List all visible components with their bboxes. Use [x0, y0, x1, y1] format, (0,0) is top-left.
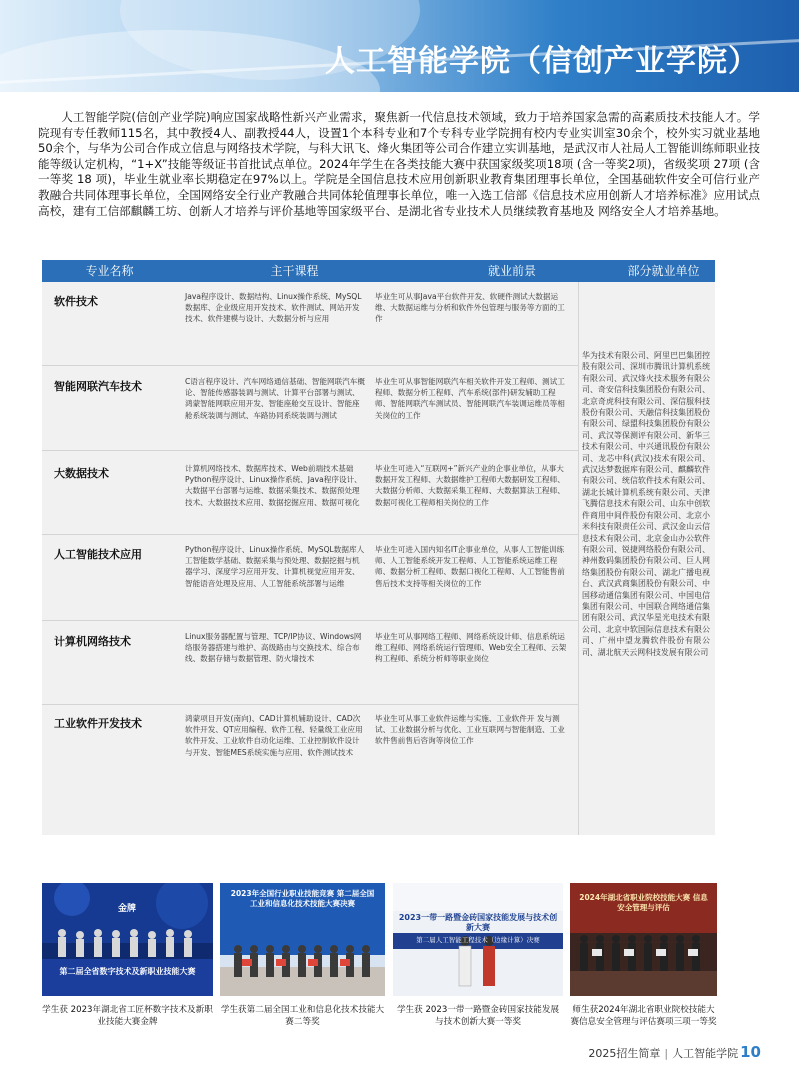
- header-band: [0, 0, 799, 92]
- photo-award-4: [570, 883, 717, 996]
- row-divider: [42, 450, 578, 451]
- footer-brochure-label: 2025招生简章: [588, 1047, 661, 1060]
- major-prospects: 毕业生可从事Java平台软件开发、软硬件测试大数据运维、大数据运维与分析和软件外包管理与服务等方面的工作: [375, 292, 565, 324]
- photo-caption: 学生获 2023年湖北省工匠杯数字技术及新职业技能大赛金牌: [42, 1005, 213, 1027]
- photo-stage-label: 金牌: [117, 904, 136, 914]
- page-title: 人工智能学院（信创产业学院）: [325, 44, 759, 79]
- photo-award-3: [393, 883, 563, 996]
- major-prospects: 毕业生可从事智能网联汽车相关软件开发工程师、测试工程师、数据分析工程师、汽车系统(部件)研发辅助工程师、智能网联汽车测试员、智能网联汽车装调运维员等相关岗位的工作: [375, 377, 565, 420]
- header-major: 专业名称: [85, 264, 134, 278]
- major-name: 软件技术: [54, 295, 98, 308]
- photo-image: [42, 883, 213, 996]
- photo-banner-text: 2023一带一路暨金砖国家技能发展与技术创新大赛: [398, 913, 558, 932]
- page-footer: 2025招生简章 | 人工智能学院 10: [588, 1043, 761, 1061]
- major-courses: 鸿蒙项目开发(南向)、CAD计算机辅助设计、CAD次软件开发、QT应用编程、软件工程、轻量级工业应用软件开发、工业软件自动化运维、工业控制软件设计与开发、智能MES系统实施与应用、软件测试技术: [185, 714, 363, 757]
- major-name: 计算机网络技术: [54, 635, 131, 648]
- major-courses: 计算机网络技术、数据库技术、Web前端技术基础Python程序设计、Linux操作系统、Java程序设计、大数据平台部署与运维、数据采集技术、数据预处理技术、大数据技术应用、数据挖掘应用、数据可视化: [185, 464, 362, 507]
- row-divider: [42, 704, 578, 705]
- photo-award-1: [42, 883, 213, 996]
- page-number: 10: [740, 1043, 761, 1061]
- majors-table: [42, 260, 715, 835]
- major-name: 工业软件开发技术: [54, 717, 142, 730]
- row-divider: [42, 620, 578, 621]
- header-prospects: 就业前景: [487, 264, 536, 278]
- major-prospects: 毕业生可从事网络工程师、网络系统设计师、信息系统运维工程师、网络系统运行管理师、Web安全工程师、云架构工程师、系统分析师等职业岗位: [375, 632, 567, 664]
- intro-paragraph: 人工智能学院(信创产业学院)响应国家战略性新兴产业需求，聚焦新一代信息技术领域，致力于培养国家急需的高素质技术技能人才。学院现有专任教师115名，其中教授4人、副教授44人，设置1个本科专业和7个专科专业学院拥有校内专业实训室30余个，校外实习就业基地50余个，与华为公司合作成立信息与网络技术学院，与科大讯飞、烽火集团等公司合作建立实训基地，是武汉市人社局人工智能训练师职业技能等级认定机构，“1+X”技能等级证书首批试点单位。2024年学生在各类技能大赛中获国家级奖项18项 (含一等奖2项)，省级奖项 27项 (含一等奖 18 项)，毕业生就业率长期稳定在97%以上。学院是全国信息技术应用创新职业教育集团理事长单位，全国基础软件安全可信行业产教融合共同体理事长单位，全国网络安全行业产教融合共同体轮值理事长单位，唯一入选工信部《信息技术应用创新人才培养标准》应用试点高校，建有工信部麒麟工坊、创新人才培养与评价基地等国家级平台、是湖北省专业技术人员继续教育基地及 网络安全人才培养基地。: [38, 110, 760, 218]
- major-prospects: 毕业生可进入国内知名IT企事业单位，从事人工智能训练师、人工智能系统开发工程师、人工智能系统运维工程师、数据分析工程师、数据口视化工程师、人工智能售前售后技术支持等相关岗位的工作: [375, 545, 565, 588]
- major-courses: Python程序设计、Linux操作系统、MySQL数据库人工智能数学基础、数据采集与预处理、数据挖掘与机器学习、深度学习应用开发、计算机视觉应用开发、智能语音处理及应用、人工智能系统部署与运维: [185, 545, 365, 588]
- row-divider: [42, 534, 578, 535]
- header-companies: 部分就业单位: [627, 264, 700, 278]
- major-name: 大数据技术: [54, 467, 109, 480]
- photo-sub-banner: 第二届人工智能工程技术（边缘计算）决赛: [416, 936, 540, 944]
- major-courses: C语言程序设计、汽车网络通信基础、智能网联汽车概论、智能传感器装调与测试、计算平台部署与测试、鸿蒙智能网联应用开发、智能座舱交互设计、智能座舱系统装调与测试、车路协同系统装调与测试: [185, 377, 365, 420]
- major-name: 智能网联汽车技术: [54, 380, 142, 393]
- table-header: [42, 260, 715, 282]
- photo-banner-text: 2024年湖北省职业院校技能大赛 信息安全管理与评估: [579, 893, 708, 912]
- photo-caption: 师生获2024年湖北省职业院校技能大赛信息安全管理与评估赛项三项一等奖: [570, 1005, 717, 1027]
- major-courses: Linux服务器配置与管理、TCP/IP协议、Windows网络服务器搭建与维护、高级路由与交换技术、综合布线、数据存储与数据管理、防火墙技术: [185, 632, 362, 664]
- photo-caption: 学生获 2023一带一路暨金砖国家技能发展与技术创新大赛一等奖: [396, 1005, 560, 1027]
- header-courses: 主干课程: [270, 264, 319, 278]
- photo-award-2: [220, 883, 385, 996]
- footer-section-label: 人工智能学院: [672, 1047, 739, 1060]
- photo-caption: 学生获第二届全国工业和信息化技术技能大赛二等奖: [220, 1005, 385, 1027]
- column-divider: [578, 282, 579, 835]
- row-divider: [42, 365, 578, 366]
- photo-banner-text: 第二届全省数字技术及新职业技能大赛: [59, 967, 196, 976]
- major-courses: Java程序设计、数据结构、Linux操作系统、MySQL数据库、企业级应用开发技术、软件测试、网站开发技术、软件建模与设计、大数据分析与应用: [185, 292, 362, 324]
- major-prospects: 毕业生可从事工业软件运维与实施、工业软件开 发与测试、工业数据分析与优化、工业互联网与智能制造、工业软件售前售后咨询等岗位工作: [375, 714, 565, 746]
- employer-list: 华为技术有限公司、阿里巴巴集团控股有限公司、深圳市腾讯计算机系统有限公司、武汉烽火技术服务有限公司、奇安信科技集团股份有限公司、北京奇虎科技有限公司、深信服科技股份有限公司、天融信科技集团股份有限公司、绿盟科技集团股份有限公司、武汉等保测评有限公司、新华三技术有限公司、中兴通讯股份有限公司、龙芯中科(武汉)技术有限公司、武汉达梦数据库有限公司、麒麟软件有限公司、统信软件技术有限公司、湖北长城计算机系统有限公司、天津飞腾信息技术有限公司、山东中创软件商用中间件股份有限公司、北京小米科技有限责任公司、武汉金山云信息技术有限公司、北京金山办公软件有限公司、锐捷网络股份有限公司、神州数码集团股份有限公司、巨人网络集团股份有限公司、湖北广播电视台、武汉武商集团股份有限公司、中国移动通信集团有限公司、中国电信集团有限公司、中国联合网络通信集团有限公司、武汉华星光电技术有限公司、北京中软国际信息技术有限公司、广州中望龙腾软件股份有限公司、湖北航天云网科技发展有限公司: [582, 351, 710, 657]
- major-name: 人工智能技术应用: [54, 548, 142, 561]
- major-prospects: 毕业生可进入“互联网+”新兴产业的企事业单位，从事大数据开发工程师、大数据维护工程师大数据研发工程师、大数据分析师、大数据采集工程师、大数据算法工程师、数据可视化工程师相关岗位的工作: [375, 464, 565, 507]
- photo-banner-text: 2023年全国行业职业技能竞赛 第二届全国工业和信息化技术技能大赛决赛: [230, 889, 375, 908]
